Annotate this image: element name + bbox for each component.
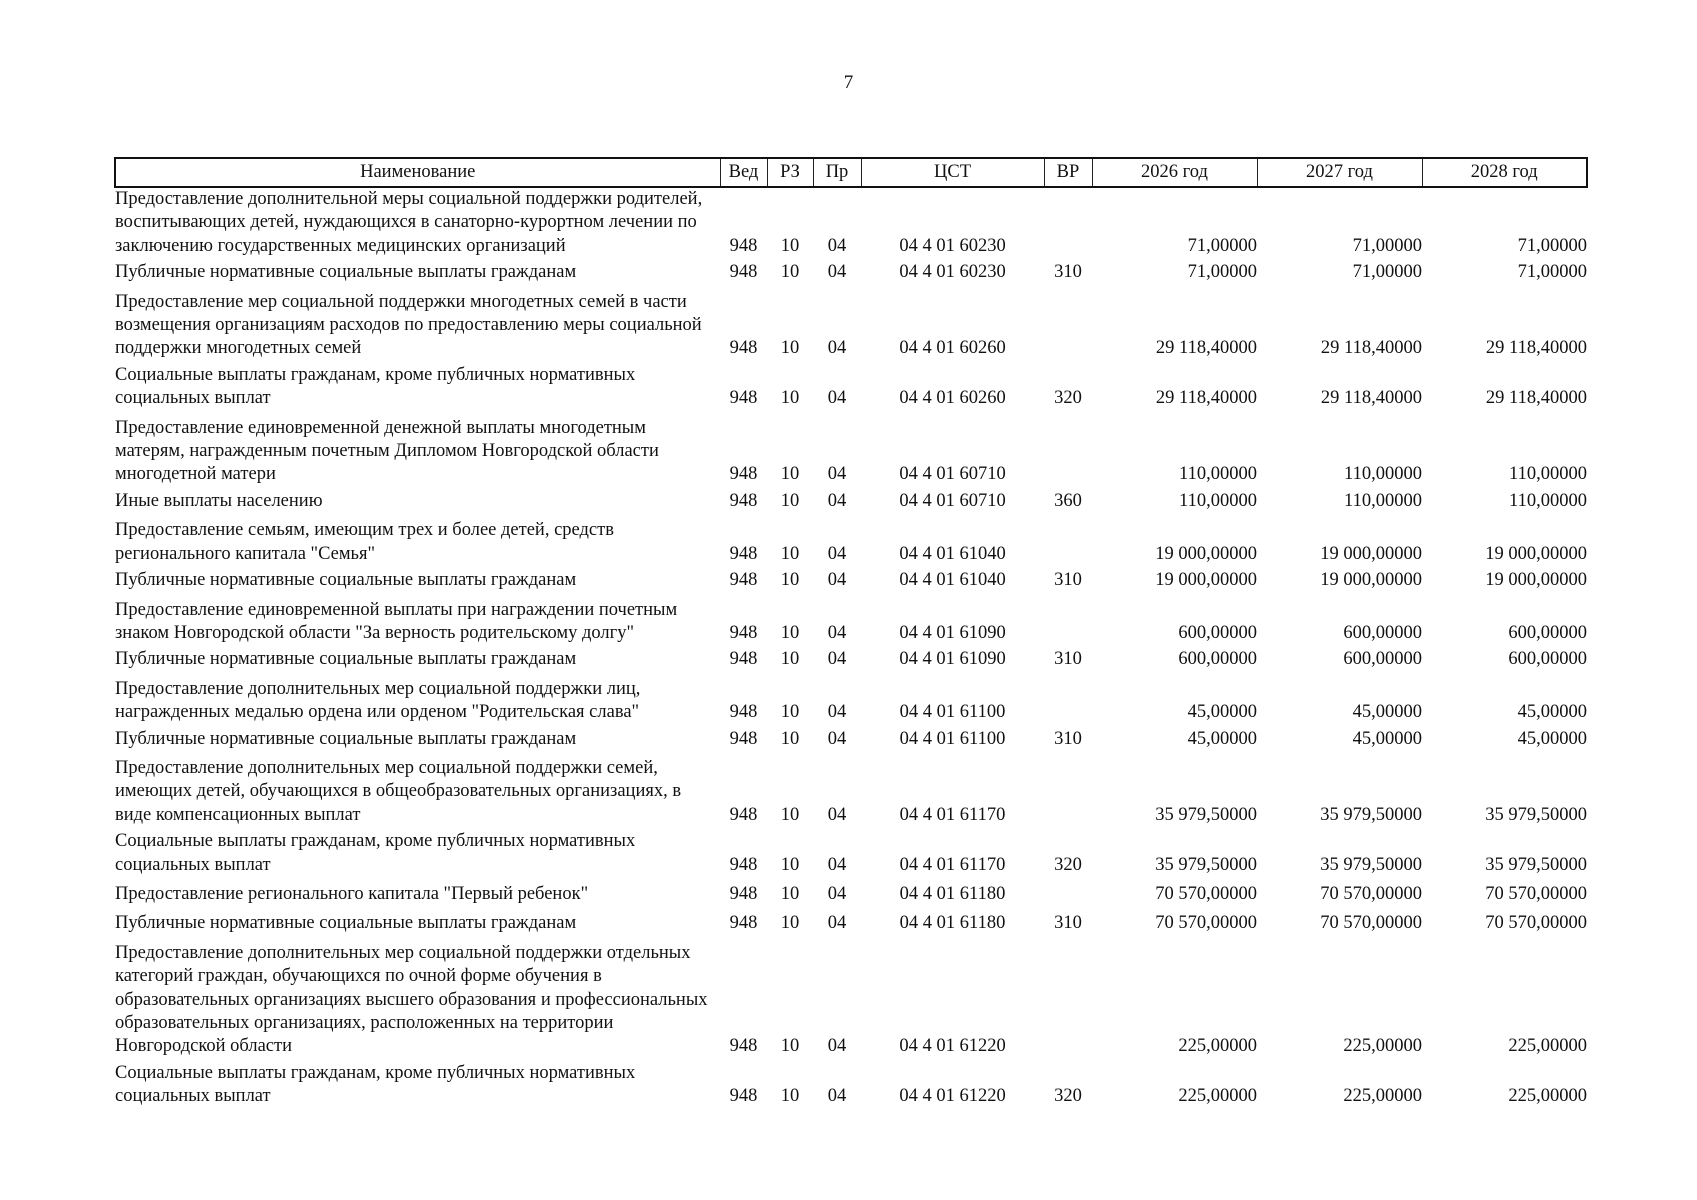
column-header-2028: 2028 год: [1422, 158, 1587, 187]
cell-ved: 948: [729, 1036, 758, 1057]
cell-vr: 310: [1054, 649, 1082, 670]
cell-name: Предоставление единовременной денежной выплаты многодетным матерям, награжденным почетным Дипломом Новгородской области многодетной матери: [115, 417, 659, 485]
cell-2028: 600,00000: [1508, 622, 1587, 643]
cell-2028: 71,00000: [1517, 262, 1587, 283]
cell-pr: 04: [827, 728, 847, 749]
cell-2027: 71,00000: [1352, 262, 1422, 283]
cell-name: Публичные нормативные социальные выплаты гражданам: [115, 913, 577, 934]
cell-pr: 04: [827, 883, 847, 904]
cell-cst: 04 4 01 60710: [899, 464, 1006, 485]
cell-cst: 04 4 01 61220: [899, 1036, 1006, 1057]
table-row: [115, 757, 1587, 830]
cell-pr: 04: [827, 262, 847, 283]
cell-ved: 948: [729, 338, 758, 359]
table-row: [115, 912, 1587, 941]
cell-2027: 45,00000: [1352, 728, 1422, 749]
table-row: [115, 569, 1587, 598]
cell-cst: 04 4 01 60230: [899, 235, 1006, 256]
cell-rz: 10: [780, 883, 800, 904]
cell-rz: 10: [780, 1086, 800, 1107]
cell-rz: 10: [780, 262, 800, 283]
cell-rz: 10: [780, 649, 800, 670]
cell-2026: 35 979,50000: [1155, 854, 1257, 875]
table-row: [115, 728, 1587, 757]
column-header-rz: РЗ: [767, 158, 813, 187]
cell-pr: 04: [827, 235, 847, 256]
cell-name: Иные выплаты населению: [115, 490, 323, 511]
column-header-ved: Вед: [720, 158, 767, 187]
cell-2028: 71,00000: [1517, 235, 1587, 256]
cell-2028: 225,00000: [1508, 1086, 1587, 1107]
column-header-vr: ВР: [1044, 158, 1092, 187]
cell-cst: 04 4 01 60230: [899, 262, 1006, 283]
table-row: [115, 883, 1587, 912]
cell-name: Предоставление дополнительной меры социальной поддержки родителей, воспитывающих детей, нуждающихся в санаторно-курортном лечении по заключению государственных медицинских организаций: [115, 189, 703, 256]
cell-ved: 948: [729, 913, 758, 934]
table-row: [115, 291, 1587, 364]
cell-rz: 10: [780, 543, 800, 564]
table-row: [115, 364, 1587, 417]
cell-2028: 19 000,00000: [1485, 543, 1587, 564]
cell-2027: 225,00000: [1343, 1036, 1422, 1057]
cell-cst: 04 4 01 61180: [899, 913, 1006, 934]
cell-rz: 10: [780, 702, 800, 723]
cell-ved: 948: [729, 728, 758, 749]
cell-2026: 225,00000: [1178, 1036, 1257, 1057]
cell-ved: 948: [729, 388, 758, 409]
cell-2026: 110,00000: [1179, 464, 1257, 485]
cell-name: Публичные нормативные социальные выплаты гражданам: [115, 649, 577, 670]
cell-ved: 948: [729, 543, 758, 564]
cell-ved: 948: [729, 1086, 758, 1107]
cell-rz: 10: [780, 1036, 800, 1057]
cell-name: Предоставление мер социальной поддержки многодетных семей в части возмещения организациям расходов по предоставлению меры социальной поддержки многодетных семей: [115, 291, 702, 359]
column-header-2026: 2026 год: [1092, 158, 1257, 187]
cell-pr: 04: [827, 543, 847, 564]
table-row: [115, 519, 1587, 569]
cell-2026: 225,00000: [1178, 1086, 1257, 1107]
cell-pr: 04: [827, 804, 847, 825]
cell-cst: 04 4 01 61170: [899, 854, 1006, 875]
header-row: [115, 158, 1587, 187]
cell-vr: 320: [1054, 388, 1082, 409]
cell-ved: 948: [729, 464, 758, 485]
cell-name: Предоставление дополнительных мер социальной поддержки семей, имеющих детей, обучающихся в общеобразовательных организациях, в виде компенсационных выплат: [115, 757, 682, 825]
cell-cst: 04 4 01 61090: [899, 622, 1006, 643]
cell-vr: [1044, 291, 1092, 364]
cell-rz: 10: [780, 728, 800, 749]
cell-ved: 948: [729, 883, 758, 904]
cell-rz: 10: [780, 464, 800, 485]
cell-vr: 310: [1054, 728, 1082, 749]
cell-cst: 04 4 01 61090: [899, 649, 1006, 670]
cell-2026: 70 570,00000: [1155, 913, 1257, 934]
column-header-pr: Пр: [813, 158, 861, 187]
cell-pr: 04: [827, 490, 847, 511]
cell-ved: 948: [729, 490, 758, 511]
cell-2026: 71,00000: [1187, 235, 1257, 256]
cell-2028: 29 118,40000: [1485, 388, 1587, 409]
column-header-2027: 2027 год: [1257, 158, 1422, 187]
cell-ved: 948: [729, 622, 758, 643]
cell-vr: 310: [1054, 913, 1082, 934]
cell-vr: [1044, 678, 1092, 728]
cell-pr: 04: [827, 464, 847, 485]
cell-name: Предоставление дополнительных мер социальной поддержки отдельных категорий граждан, обучающихся по очной форме обучения в образовательных организациях высшего образования и профессиональных образовательных организациях, расположенных на территории Новгородской области: [115, 942, 708, 1057]
cell-name: Предоставление единовременной выплаты при награждении почетным знаком Новгородской области "За верность родительскому долгу": [115, 599, 678, 643]
table-header: [115, 158, 1587, 187]
cell-name: Публичные нормативные социальные выплаты гражданам: [115, 262, 577, 283]
cell-cst: 04 4 01 61100: [899, 702, 1006, 723]
cell-rz: 10: [780, 570, 800, 591]
cell-2027: 45,00000: [1352, 702, 1422, 723]
cell-2027: 70 570,00000: [1320, 883, 1422, 904]
cell-2026: 19 000,00000: [1155, 570, 1257, 591]
cell-pr: 04: [827, 622, 847, 643]
cell-2026: 600,00000: [1178, 649, 1257, 670]
cell-cst: 04 4 01 61220: [899, 1086, 1006, 1107]
cell-pr: 04: [827, 1086, 847, 1107]
cell-cst: 04 4 01 60260: [899, 338, 1006, 359]
cell-2027: 35 979,50000: [1320, 804, 1422, 825]
cell-vr: 360: [1054, 490, 1082, 511]
cell-cst: 04 4 01 61040: [899, 543, 1006, 564]
column-header-cst: ЦСТ: [861, 158, 1044, 187]
cell-pr: 04: [827, 854, 847, 875]
cell-rz: 10: [780, 235, 800, 256]
cell-cst: 04 4 01 60260: [899, 388, 1006, 409]
cell-name: Предоставление семьям, имеющим трех и более детей, средств регионального капитала "Семья": [115, 520, 614, 564]
cell-2028: 35 979,50000: [1485, 854, 1587, 875]
cell-2028: 29 118,40000: [1485, 338, 1587, 359]
cell-2028: 110,00000: [1509, 464, 1587, 485]
cell-2027: 600,00000: [1343, 649, 1422, 670]
cell-ved: 948: [729, 262, 758, 283]
table-row: [115, 599, 1587, 649]
cell-vr: [1044, 187, 1092, 261]
cell-ved: 948: [729, 570, 758, 591]
table-row: [115, 261, 1587, 290]
cell-pr: 04: [827, 649, 847, 670]
cell-2027: 71,00000: [1352, 235, 1422, 256]
cell-vr: 320: [1054, 1086, 1082, 1107]
cell-ved: 948: [729, 702, 758, 723]
cell-rz: 10: [780, 622, 800, 643]
page-number: 7: [843, 72, 854, 93]
table-row: [115, 648, 1587, 677]
column-header-name: Наименование: [115, 158, 720, 187]
cell-2028: 225,00000: [1508, 1036, 1587, 1057]
cell-2027: 35 979,50000: [1320, 854, 1422, 875]
cell-2027: 600,00000: [1343, 622, 1422, 643]
cell-2028: 35 979,50000: [1485, 804, 1587, 825]
cell-2027: 19 000,00000: [1320, 570, 1422, 591]
cell-2028: 110,00000: [1509, 490, 1587, 511]
cell-name: Предоставление дополнительных мер социальной поддержки лиц, награжденных медалью ордена или орденом "Родительская слава": [115, 678, 641, 723]
cell-vr: 310: [1054, 262, 1082, 283]
cell-pr: 04: [827, 702, 847, 723]
cell-vr: [1044, 599, 1092, 649]
cell-2026: 29 118,40000: [1155, 388, 1257, 409]
cell-2026: 600,00000: [1178, 622, 1257, 643]
cell-pr: 04: [827, 1036, 847, 1057]
table-row: [115, 490, 1587, 519]
cell-name: Социальные выплаты гражданам, кроме публичных нормативных социальных выплат: [115, 831, 636, 875]
cell-2028: 45,00000: [1517, 728, 1587, 749]
cell-ved: 948: [729, 649, 758, 670]
cell-rz: 10: [780, 913, 800, 934]
table-row: [115, 1062, 1587, 1115]
cell-pr: 04: [827, 913, 847, 934]
cell-ved: 948: [729, 854, 758, 875]
cell-2028: 600,00000: [1508, 649, 1587, 670]
cell-2027: 29 118,40000: [1320, 388, 1422, 409]
cell-cst: 04 4 01 60710: [899, 490, 1006, 511]
cell-2026: 70 570,00000: [1155, 883, 1257, 904]
cell-vr: [1044, 757, 1092, 830]
table-row: [115, 942, 1587, 1062]
table-row: [115, 417, 1587, 490]
cell-2028: 70 570,00000: [1485, 883, 1587, 904]
cell-2027: 110,00000: [1344, 490, 1422, 511]
table-row: [115, 678, 1587, 728]
cell-name: Публичные нормативные социальные выплаты гражданам: [115, 570, 577, 591]
cell-2027: 70 570,00000: [1320, 913, 1422, 934]
cell-name: Предоставление регионального капитала "Первый ребенок": [115, 883, 589, 904]
cell-2028: 19 000,00000: [1485, 570, 1587, 591]
cell-cst: 04 4 01 61180: [899, 883, 1006, 904]
cell-cst: 04 4 01 61170: [899, 804, 1006, 825]
cell-pr: 04: [827, 570, 847, 591]
cell-ved: 948: [729, 804, 758, 825]
cell-2026: 35 979,50000: [1155, 804, 1257, 825]
table-row: [115, 830, 1587, 883]
cell-rz: 10: [780, 338, 800, 359]
cell-vr: 320: [1054, 854, 1082, 875]
cell-vr: [1044, 519, 1092, 569]
cell-2028: 45,00000: [1517, 702, 1587, 723]
cell-cst: 04 4 01 61100: [899, 728, 1006, 749]
cell-2026: 45,00000: [1187, 702, 1257, 723]
cell-name: Социальные выплаты гражданам, кроме публичных нормативных социальных выплат: [115, 1062, 636, 1107]
cell-vr: [1044, 417, 1092, 490]
cell-name: Публичные нормативные социальные выплаты гражданам: [115, 728, 577, 749]
table-row: [115, 187, 1587, 261]
cell-2027: 19 000,00000: [1320, 543, 1422, 564]
cell-2026: 29 118,40000: [1155, 338, 1257, 359]
cell-2027: 110,00000: [1344, 464, 1422, 485]
table-body: [115, 187, 1587, 1115]
cell-rz: 10: [780, 388, 800, 409]
budget-table: [114, 157, 1588, 1115]
cell-rz: 10: [780, 854, 800, 875]
cell-2026: 110,00000: [1179, 490, 1257, 511]
cell-vr: 310: [1054, 570, 1082, 591]
cell-pr: 04: [827, 338, 847, 359]
cell-ved: 948: [729, 235, 758, 256]
cell-2026: 45,00000: [1187, 728, 1257, 749]
cell-2026: 19 000,00000: [1155, 543, 1257, 564]
cell-pr: 04: [827, 388, 847, 409]
cell-name: Социальные выплаты гражданам, кроме публичных нормативных социальных выплат: [115, 364, 636, 409]
cell-rz: 10: [780, 804, 800, 825]
cell-2027: 29 118,40000: [1320, 338, 1422, 359]
cell-2028: 70 570,00000: [1485, 913, 1587, 934]
cell-vr: [1044, 942, 1092, 1062]
cell-rz: 10: [780, 490, 800, 511]
cell-vr: [1044, 883, 1092, 912]
cell-2027: 225,00000: [1343, 1086, 1422, 1107]
cell-2026: 71,00000: [1187, 262, 1257, 283]
cell-cst: 04 4 01 61040: [899, 570, 1006, 591]
